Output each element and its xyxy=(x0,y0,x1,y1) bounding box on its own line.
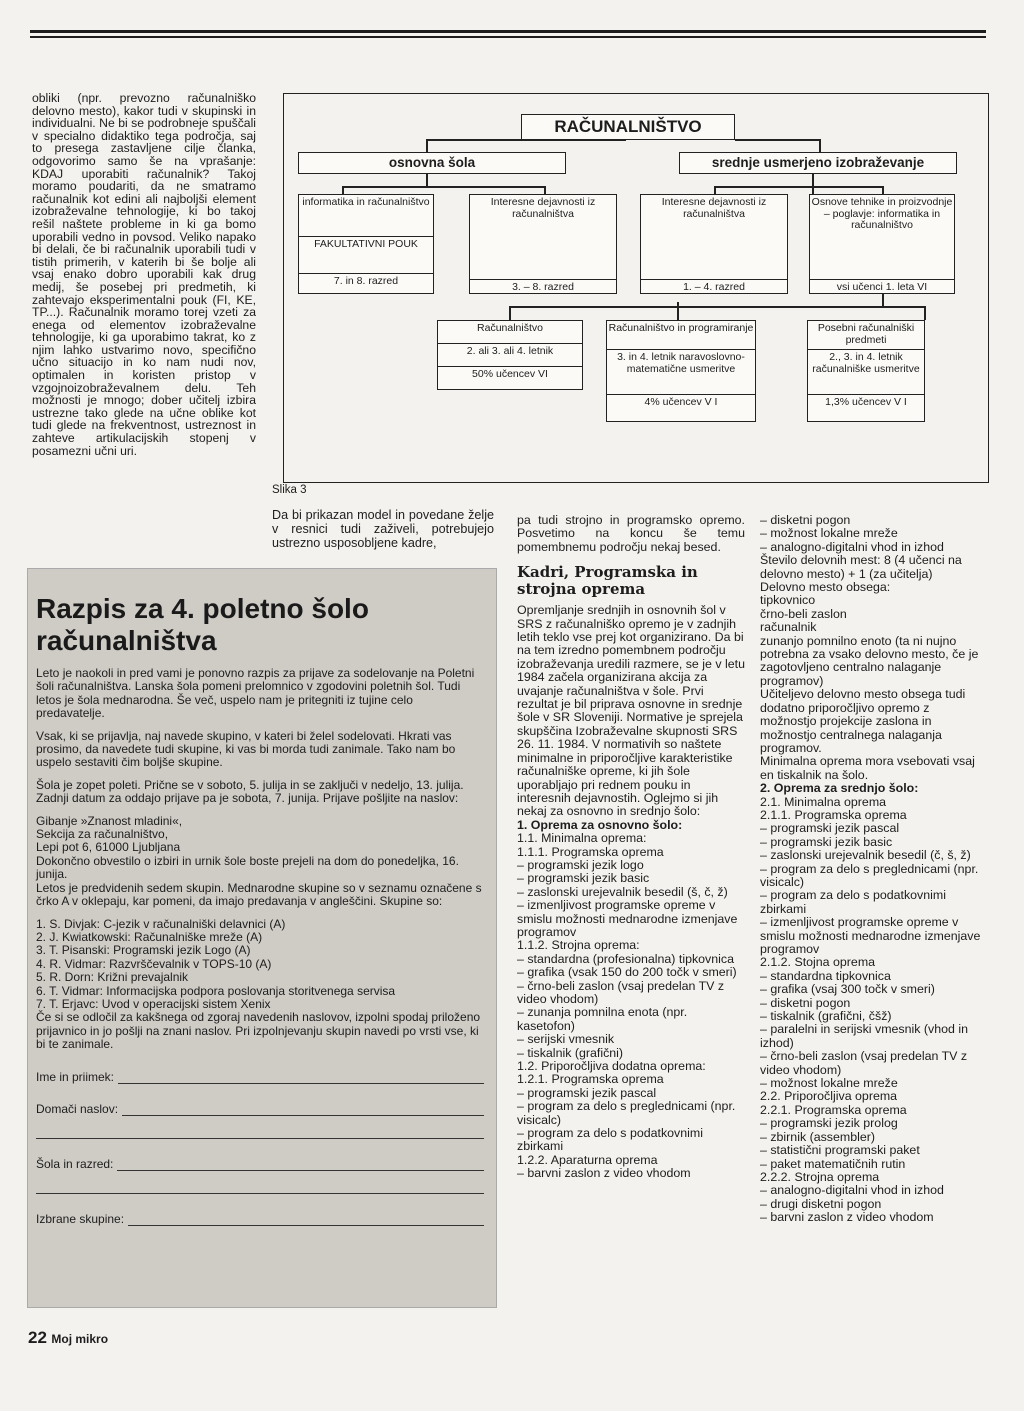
col3-line: – izmenljivost programske opreme v smislu možnosti mednarodne izmenjave programov xyxy=(517,898,738,939)
razpis-p6: Če si se odločil za kakšnega od zgoraj navedenih naslovov, izpolni spodaj priloženo prijavnico in jo pošlji na znani naslov. Pri izpolnjevanju skupin navedi po vrsti vse, ki bi te zanimale. xyxy=(36,1010,481,1052)
group-item: 1. S. Divjak: C-jezik v računalniški delavnici (A) xyxy=(36,916,286,931)
branch-right-label: srednje usmerjeno izobraževanje xyxy=(711,155,925,171)
col3-line: 1. Oprema za osnovno šolo: xyxy=(517,817,683,832)
col4-line: 2.2.2. Strojna oprema xyxy=(760,1169,880,1184)
box-racunalnistvo xyxy=(437,320,583,390)
box1-sub: FAKULTATIVNI POUK xyxy=(299,237,433,274)
top-rule xyxy=(30,30,986,33)
field-sola-extra[interactable] xyxy=(36,1171,484,1194)
box-posebni xyxy=(807,320,925,422)
col4-line: Minimalna oprema mora vsebovati vsaj en tiskalnik na šolo. xyxy=(760,754,975,782)
razpis-p4: Dokončno obvestilo o izbiri in urnik šole boste prejeli na dom do ponedeljka, 16. junija. xyxy=(36,853,459,882)
razpis-address xyxy=(36,815,484,855)
col4-line: – črno-beli zaslon (vsaj predelan TV z video vhodom) xyxy=(760,1049,968,1077)
col3-line: – program za delo s podatkovnimi zbirkami xyxy=(517,1126,703,1154)
col4-line: zunanjo pomnilno enoto (ta ni nujno potrebna za vsako delovno mesto, če je zagotovljeno centralno nalaganje programov) xyxy=(760,633,979,688)
razpis-box xyxy=(27,568,497,1308)
figure-caption: Slika 3 xyxy=(272,484,307,496)
col3-heading: Kadri, Programska in strojna oprema xyxy=(517,563,698,599)
col4-line: Učiteljevo delovno mesto obsega tudi dodatno priporočljivo opremo z možnostjo projekcije zaslona in možnostjo centralnega nalaganja programov. xyxy=(760,687,966,755)
col3-line: – zunanja pomnilna enota (npr. kasetofon) xyxy=(517,1005,688,1033)
branch-osnovna-sola xyxy=(298,152,566,174)
box7-title: Posebni računalniški predmeti xyxy=(808,321,924,350)
group-item: 3. T. Pisanski: Programski jezik Logo (A) xyxy=(36,943,251,958)
col3-line: 1.1.1. Programska oprema xyxy=(517,844,664,859)
left-column xyxy=(32,92,256,457)
branch-left-label: osnovna šola xyxy=(388,155,476,171)
box-interesne-os xyxy=(469,194,617,294)
group-item: 7. T. Erjavc: Uvod v operacijski sistem Xenix xyxy=(36,996,271,1011)
field-ime-label: Ime in priimek: xyxy=(36,1069,115,1084)
col4-line: – programski jezik basic xyxy=(760,834,893,849)
col3-line: – serijski vmesnik xyxy=(517,1032,615,1047)
field-ime[interactable] xyxy=(36,1062,484,1084)
col3-line: – programski jezik basic xyxy=(517,871,650,886)
address-line: Lepi pot 6, 61000 Ljubljana xyxy=(36,840,181,855)
razpis-p3: Šola je zopet poleti. Prične se v soboto, 5. julija in se zaključi v nedeljo, 13. julija. Zadnji datum za oddajo prijave pa je sobota, 7. junija. Prijave pošljite na naslov: xyxy=(36,777,464,806)
box3-title: Interesne dejavnosti iz računalništva xyxy=(641,195,787,280)
col4-line: tipkovnico xyxy=(760,593,816,608)
col4-line: – programski jezik pascal xyxy=(760,821,900,836)
field-naslov-extra[interactable] xyxy=(36,1116,484,1139)
col3-line: 1.1. Minimalna oprema: xyxy=(517,831,647,846)
col4-line: – drugi disketni pogon xyxy=(760,1196,882,1211)
col3-line: – tiskalnik (grafični) xyxy=(517,1045,624,1060)
field-sola-label: Šola in razred: xyxy=(36,1156,114,1171)
box6-grade: 3. in 4. letnik naravoslovno-matematične usmeritve xyxy=(607,350,755,395)
box5-grade: 2. ali 3. ali 4. letnik xyxy=(438,344,582,367)
group-item: 4. R. Vidmar: Razvrščevalnik v TOPS-10 (A) xyxy=(36,956,272,971)
diagram-root-label: RAČUNALNIŠTVO xyxy=(554,117,702,137)
col4-line: – zbirnik (assembler) xyxy=(760,1129,875,1144)
diagram-root xyxy=(521,114,735,140)
box-interesne-ss xyxy=(640,194,788,294)
box1-grade: 7. in 8. razred xyxy=(333,275,399,287)
col4-line: – možnost lokalne mreže xyxy=(760,1076,898,1091)
group-item: 5. R. Dorn: Križni prevajalnik xyxy=(36,970,189,985)
col4-line: 2. Oprema za srednjo šolo: xyxy=(760,781,919,796)
col4-line: – program za delo s preglednicami (npr. visicalc) xyxy=(760,861,979,889)
box4-grade: vsi učenci 1. leta VI xyxy=(836,281,928,293)
col4-line: računalnik xyxy=(760,620,817,635)
col3-line: – programski jezik logo xyxy=(517,857,644,872)
column-3 xyxy=(517,514,745,1181)
razpis-title: Razpis za 4. poletno šolo računalništva xyxy=(36,593,369,656)
column-4 xyxy=(760,514,988,1225)
box1-title: informatika in računalništvo xyxy=(299,195,433,237)
magazine-name: Moj mikro xyxy=(51,1332,109,1346)
razpis-groups xyxy=(36,918,484,1012)
col3-line: 1.2.1. Programska oprema xyxy=(517,1072,664,1087)
col4-list xyxy=(760,514,988,1225)
col3-line: – programski jezik pascal xyxy=(517,1085,657,1100)
col3-line: – grafika (vsak 150 do 200 točk v smeri) xyxy=(517,965,737,980)
box7-share: 1,3% učencev V I xyxy=(825,396,907,408)
col4-line: – program za delo s podatkovnimi zbirkami xyxy=(760,888,946,916)
field-sola[interactable] xyxy=(36,1149,484,1171)
col3-line: – črno-beli zaslon (vsaj predelan TV z video vhodom) xyxy=(517,978,725,1006)
group-item: 6. T. Vidmar: Informacijska podpora poslovanja storitvenega servisa xyxy=(36,983,396,998)
col3-line: – standardna (profesionalna) tipkovnica xyxy=(517,951,734,966)
page-footer xyxy=(28,1328,108,1348)
box5-share: 50% učencev VI xyxy=(472,368,548,380)
razpis-p5: Letos je predvidenih sedem skupin. Mednarodne skupine so v seznamu označene s črko A v oklepaju, kar pomeni, da imajo predavanja v angleščini. Skupine so: xyxy=(36,880,482,909)
left-column-text: obliki (npr. prevozno računalniško delovno mesto), kakor tudi v skupinski in individualni. Ne bi se podrobneje spuščali v specialno didaktiko tega področja, saj to presega zastavljene cilje članka, odgovorimo samo še na vprašanje: KDAJ uporabiti računalnik? Takoj moramo poudariti, da ne smatramo računalnik kot edini ali najboljši element izobraževalne tehnologije, ki bo takoj rešil naštete probleme in ki ga bomo uporabili vedno in povsod. Veliko napako bi delali, če bi računalnik uporabili tudi v tistih primerih, v katerih bi še bolje ali vsaj enako dobro uporabili kak drug medij, še posebej pri predmetih, ki zahtevajo eksperimentalni pouk (FI, KE, TP...). Računalnik moramo torej vzeti za enega od elementov izobraževalne tehnologije, ki ga uporabimo takrat, ko z njim lahko ustvarimo novo, specifično učno situacijo in ko nam nudi nov, optimalen in koristen pristop v vzgojnoizobraževalnem delu. Teh možnosti je mnogo; dober učitelj izbira ustrezne tako glede na učne oblike kot tudi glede na frekventnost, ustreznost in zahteve artikulacijskih stopenj v posamezni učni uri. xyxy=(32,91,256,458)
box-informatika xyxy=(298,194,434,294)
branch-srednje xyxy=(679,152,957,174)
address-line: Gibanje »Znanost mladini«, xyxy=(36,813,183,828)
col4-line: – programski jezik prolog xyxy=(760,1116,898,1131)
box2-grade: 3. – 8. razred xyxy=(512,281,574,293)
col4-line: 2.1.2. Stojna oprema xyxy=(760,955,876,970)
top-rule-thin xyxy=(30,36,986,38)
col4-line: – paket matematičnih rutin xyxy=(760,1156,906,1171)
col4-line: – barvni zaslon z video vhodom xyxy=(760,1210,934,1225)
col4-line: – grafika (vsaj 300 točk v smeri) xyxy=(760,982,935,997)
field-skupine-label: Izbrane skupine: xyxy=(36,1211,125,1226)
col4-line: 2.2.1. Programska oprema xyxy=(760,1102,907,1117)
col3-top: pa tudi strojno in programsko opremo. Posvetimo na koncu še temu pomembnemu področju nekaj besed. xyxy=(517,513,745,554)
col3-line: – program za delo s preglednicami (npr. visicalc) xyxy=(517,1099,736,1127)
field-skupine[interactable] xyxy=(36,1204,484,1226)
box-programiranje xyxy=(606,320,756,422)
col4-line: – statistični programski paket xyxy=(760,1143,920,1158)
col3-list xyxy=(517,604,745,1180)
col4-line: Delovno mesto obsega: xyxy=(760,580,891,595)
col3-line: 1.1.2. Strojna oprema: xyxy=(517,938,640,953)
col4-line: Število delovnih mest: 8 (4 učenci na delovno mesto) + 1 (za učitelja) xyxy=(760,553,962,581)
education-diagram xyxy=(283,93,989,483)
field-naslov-label: Domači naslov: xyxy=(36,1101,119,1116)
box5-title: Računalništvo xyxy=(438,321,582,344)
box6-title: Računalništvo in programiranje xyxy=(607,321,755,350)
box4-title: Osnove tehnike in proizvodnje – poglavje: informatika in računalništvo xyxy=(810,195,954,280)
col3-line: 1.2.2. Aparaturna oprema xyxy=(517,1152,658,1167)
box3-grade: 1. – 4. razred xyxy=(683,281,745,293)
mid-column-text: Da bi prikazan model in povedane želje v resnici tudi zaživeli, potrebujejo ustrezno usposobljene kadre, xyxy=(272,508,494,550)
col4-line: – zaslonski urejevalnik besedil (č, š, ž) xyxy=(760,848,971,863)
box6-share: 4% učencev V I xyxy=(644,396,718,408)
razpis-p1: Leto je naokoli in pred vami je ponovno razpis za prijave za sodelovanje na Poletni šoli računalništva. Lanska šola pomeni prelomnico v zgodovini poletnih šol. Tudi letos je šola mednarodna. Še več, uspelo nam je pritegniti iz tujine celo predavatelje. xyxy=(36,666,475,721)
col4-line: – možnost lokalne mreže xyxy=(760,526,898,541)
col4-line: 2.2. Priporočljiva oprema xyxy=(760,1089,898,1104)
box7-grade: 2., 3. in 4. letnik računalniške usmeritve xyxy=(808,350,924,395)
col3-line: – zaslonski urejevalnik besedil (š, č, ž) xyxy=(517,884,728,899)
box2-title: Interesne dejavnosti iz računalništva xyxy=(470,195,616,280)
col3-line: 1.2. Priporočljiva dodatna oprema: xyxy=(517,1059,706,1074)
col4-line: – analogno-digitalni vhod in izhod xyxy=(760,1183,944,1198)
col3-line: Opremljanje srednjih in osnovnih šol v SRS z računalniško opremo je v zadnjih letih teklo vse prej kot organizirano. Da bi na tem izredno pomembnem področju izobraževanja uredili razmere, se je v letu 1984 začela organizirana akcija za uvajanje računalništva v šole. Prvi rezultat je bil pripravа osnovne in srednje šole v SR Sloveniji. Normative je sprejela skupščina Izobraževalne skupnosti SRS 26. 11. 1984. V normativih so naštete minimalne in priporočljive karakteristike računalniške opreme, ki jih šole uporabljajo pri rednem pouku in interesnih dejavnostih. Oglejmo si jih nekaj za osnovno in srednjo šolo: xyxy=(517,603,745,819)
col4-line: – tiskalnik (grafični, čšž) xyxy=(760,1009,892,1024)
field-naslov[interactable] xyxy=(36,1094,484,1116)
razpis-p2: Vsak, ki se prijavlja, naj navede skupino, v kateri bi želel sodelovati. Hkrati vas prosimo, da navedete tudi skupine, ki vas bi morda tudi zanimale. Tako nam bo uspelo sestaviti čim boljše skupine. xyxy=(36,728,456,770)
box-osnove-tehnike xyxy=(809,194,955,294)
col4-line: črno-beli zaslon xyxy=(760,606,847,621)
page-number: 22 xyxy=(28,1328,47,1347)
col4-line: – standardna tipkovnica xyxy=(760,968,891,983)
col4-line: – disketni pogon xyxy=(760,513,851,527)
col4-line: – izmenljivost programske opreme v smislu možnosti mednarodne izmenjave programov xyxy=(760,915,981,956)
col4-line: – disketni pogon xyxy=(760,995,851,1010)
col4-line: – analogno-digitalni vhod in izhod xyxy=(760,539,944,554)
col4-line: 2.1. Minimalna oprema xyxy=(760,794,887,809)
group-item: 2. J. Kwiatkowski: Računalniške mreže (A) xyxy=(36,929,263,944)
col3-line: – barvni zaslon z video vhodom xyxy=(517,1166,691,1181)
col4-line: 2.1.1. Programska oprema xyxy=(760,807,907,822)
col4-line: – paralelni in serijski vmesnik (vhod in izhod) xyxy=(760,1022,968,1050)
address-line: Sekcija za računalništvo, xyxy=(36,827,169,842)
